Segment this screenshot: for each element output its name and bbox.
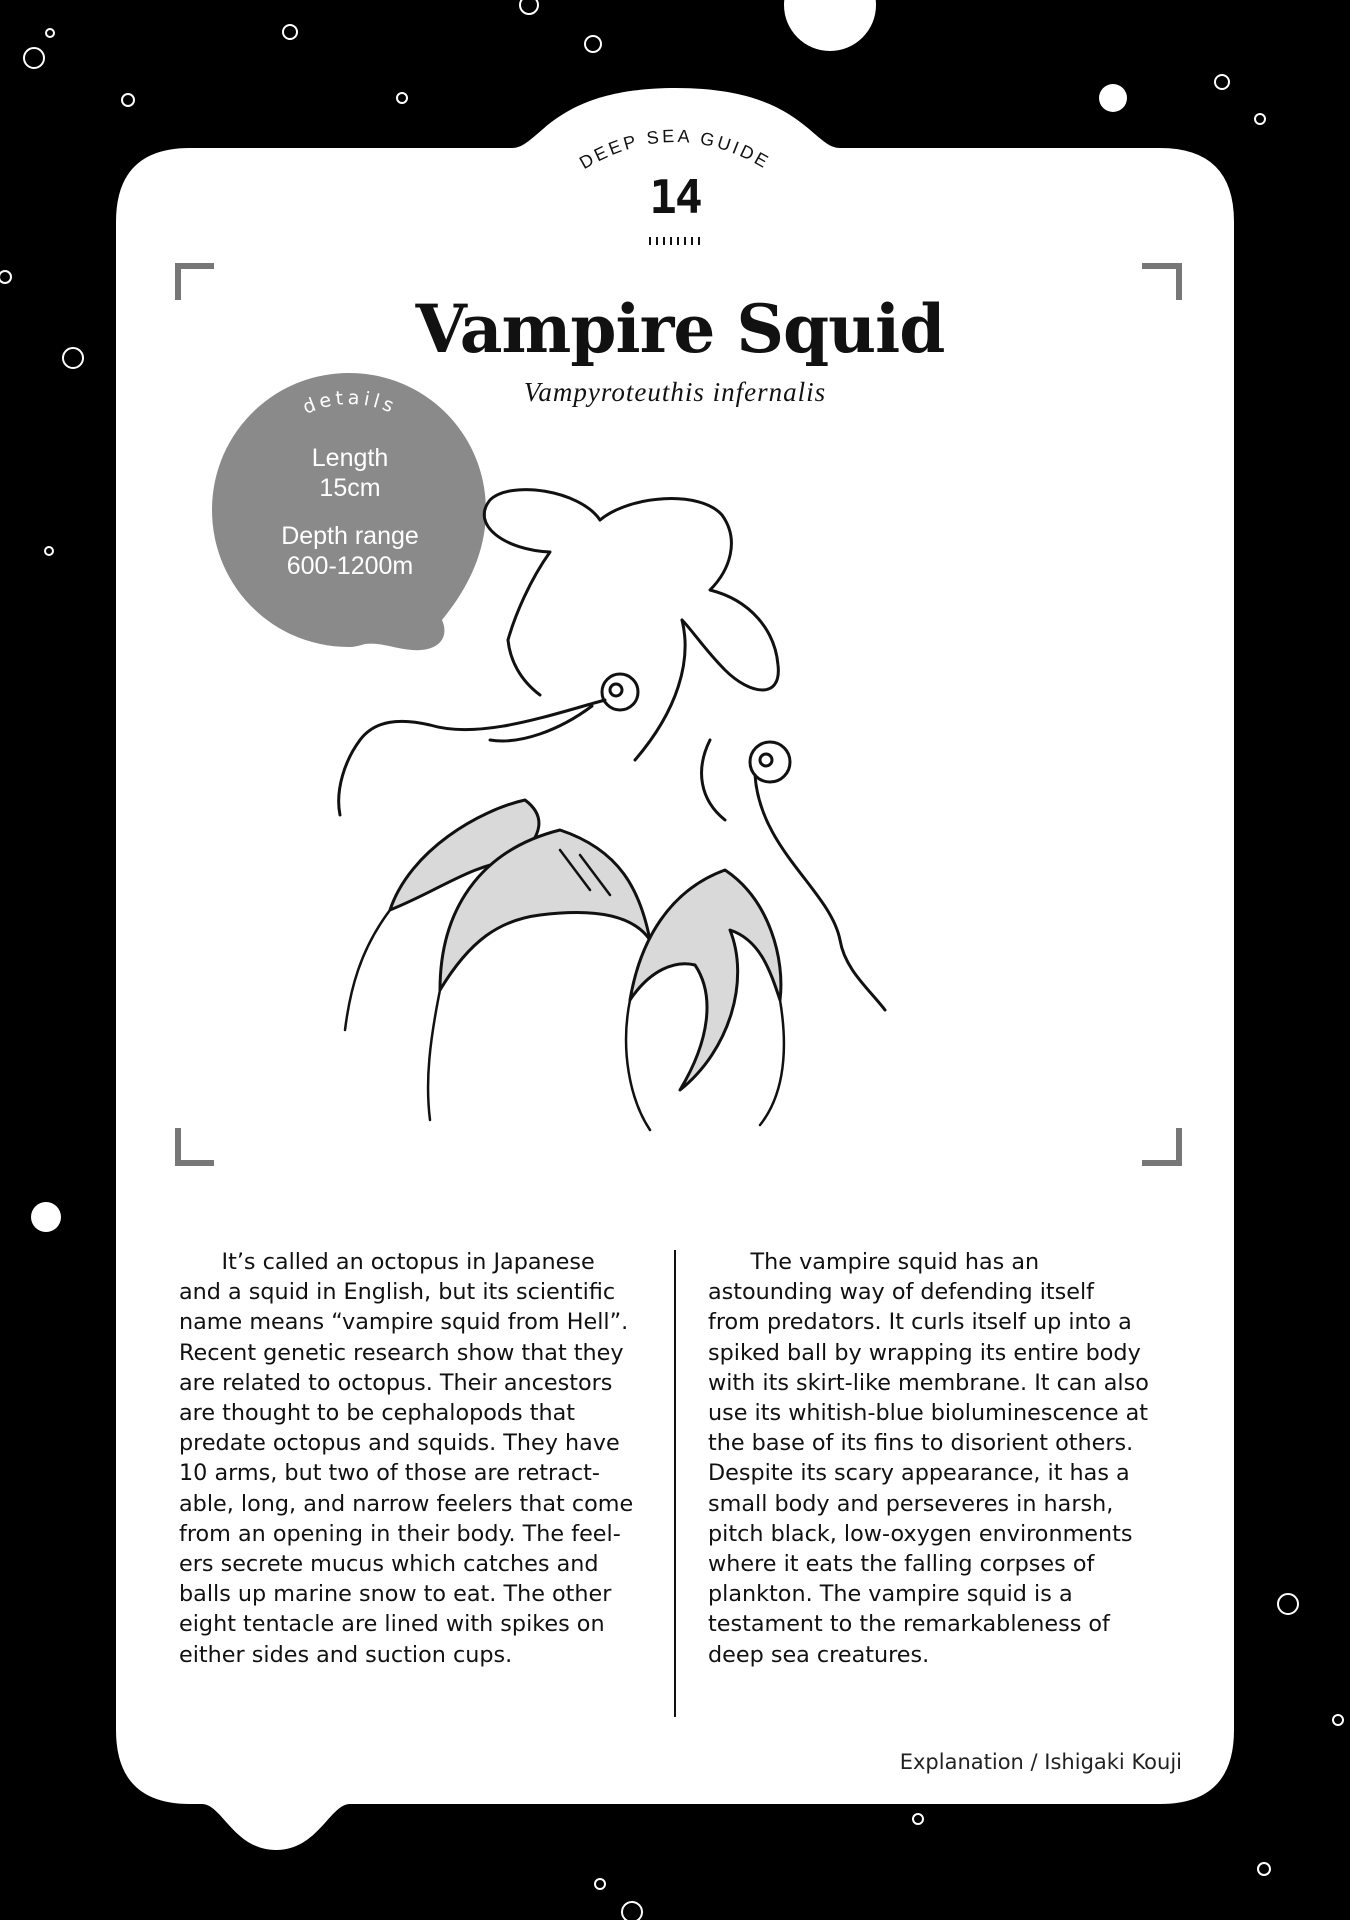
svg-text:DEEP SEA GUIDE: DEEP SEA GUIDE: [576, 125, 774, 174]
depth-value: 600-1200m: [286, 552, 414, 580]
explanation-credit: Explanation / Ishigaki Kouji: [899, 1750, 1182, 1774]
guide-number: 14: [649, 170, 701, 224]
length-label: Length: [311, 444, 389, 472]
length-value: 15cm: [319, 474, 381, 502]
svg-text:details: details: [299, 386, 401, 419]
depth-label: Depth range: [281, 522, 419, 550]
page-title: Vampire Squid: [415, 290, 945, 368]
body-text-column-2: The vampire squid has an astounding way of defending itself from predators. It curls itself up into a spiked ball by wrapping its entire body with its skirt-like membrane. It can also use its whitish-blue bioluminescence at the base of its fins to disorient others. Despite its scary appearance, it has a small body and perseveres in harsh, pitch black, low-oxygen environments where it eats the falling corpses of plankton. The vampire squid is a testament to the remarkableness of deep sea creatures.: [708, 1249, 1149, 1668]
number-underline-ticks: [648, 236, 702, 246]
scientific-name: Vampyroteuthis infernalis: [523, 377, 827, 407]
details-label: [210, 375, 490, 435]
body-text-column-1: It’s called an octopus in Japanese and a squid in English, but its scientific name means “vampire squid from Hell”. Recent genetic research show that they are related to octopus. Their ancestors are thought to be cephalopods that predate octopus and squids. They have 10 arms, but two of those are retract- able, long, and narrow feelers that come from an opening in their body. The feel- ers secrete mucus which catches and balls up marine snow to eat. The other eight tentacle are lined with spikes on either sides and suction cups.: [179, 1249, 634, 1668]
vampire-squid-illustration: [330, 470, 970, 1140]
